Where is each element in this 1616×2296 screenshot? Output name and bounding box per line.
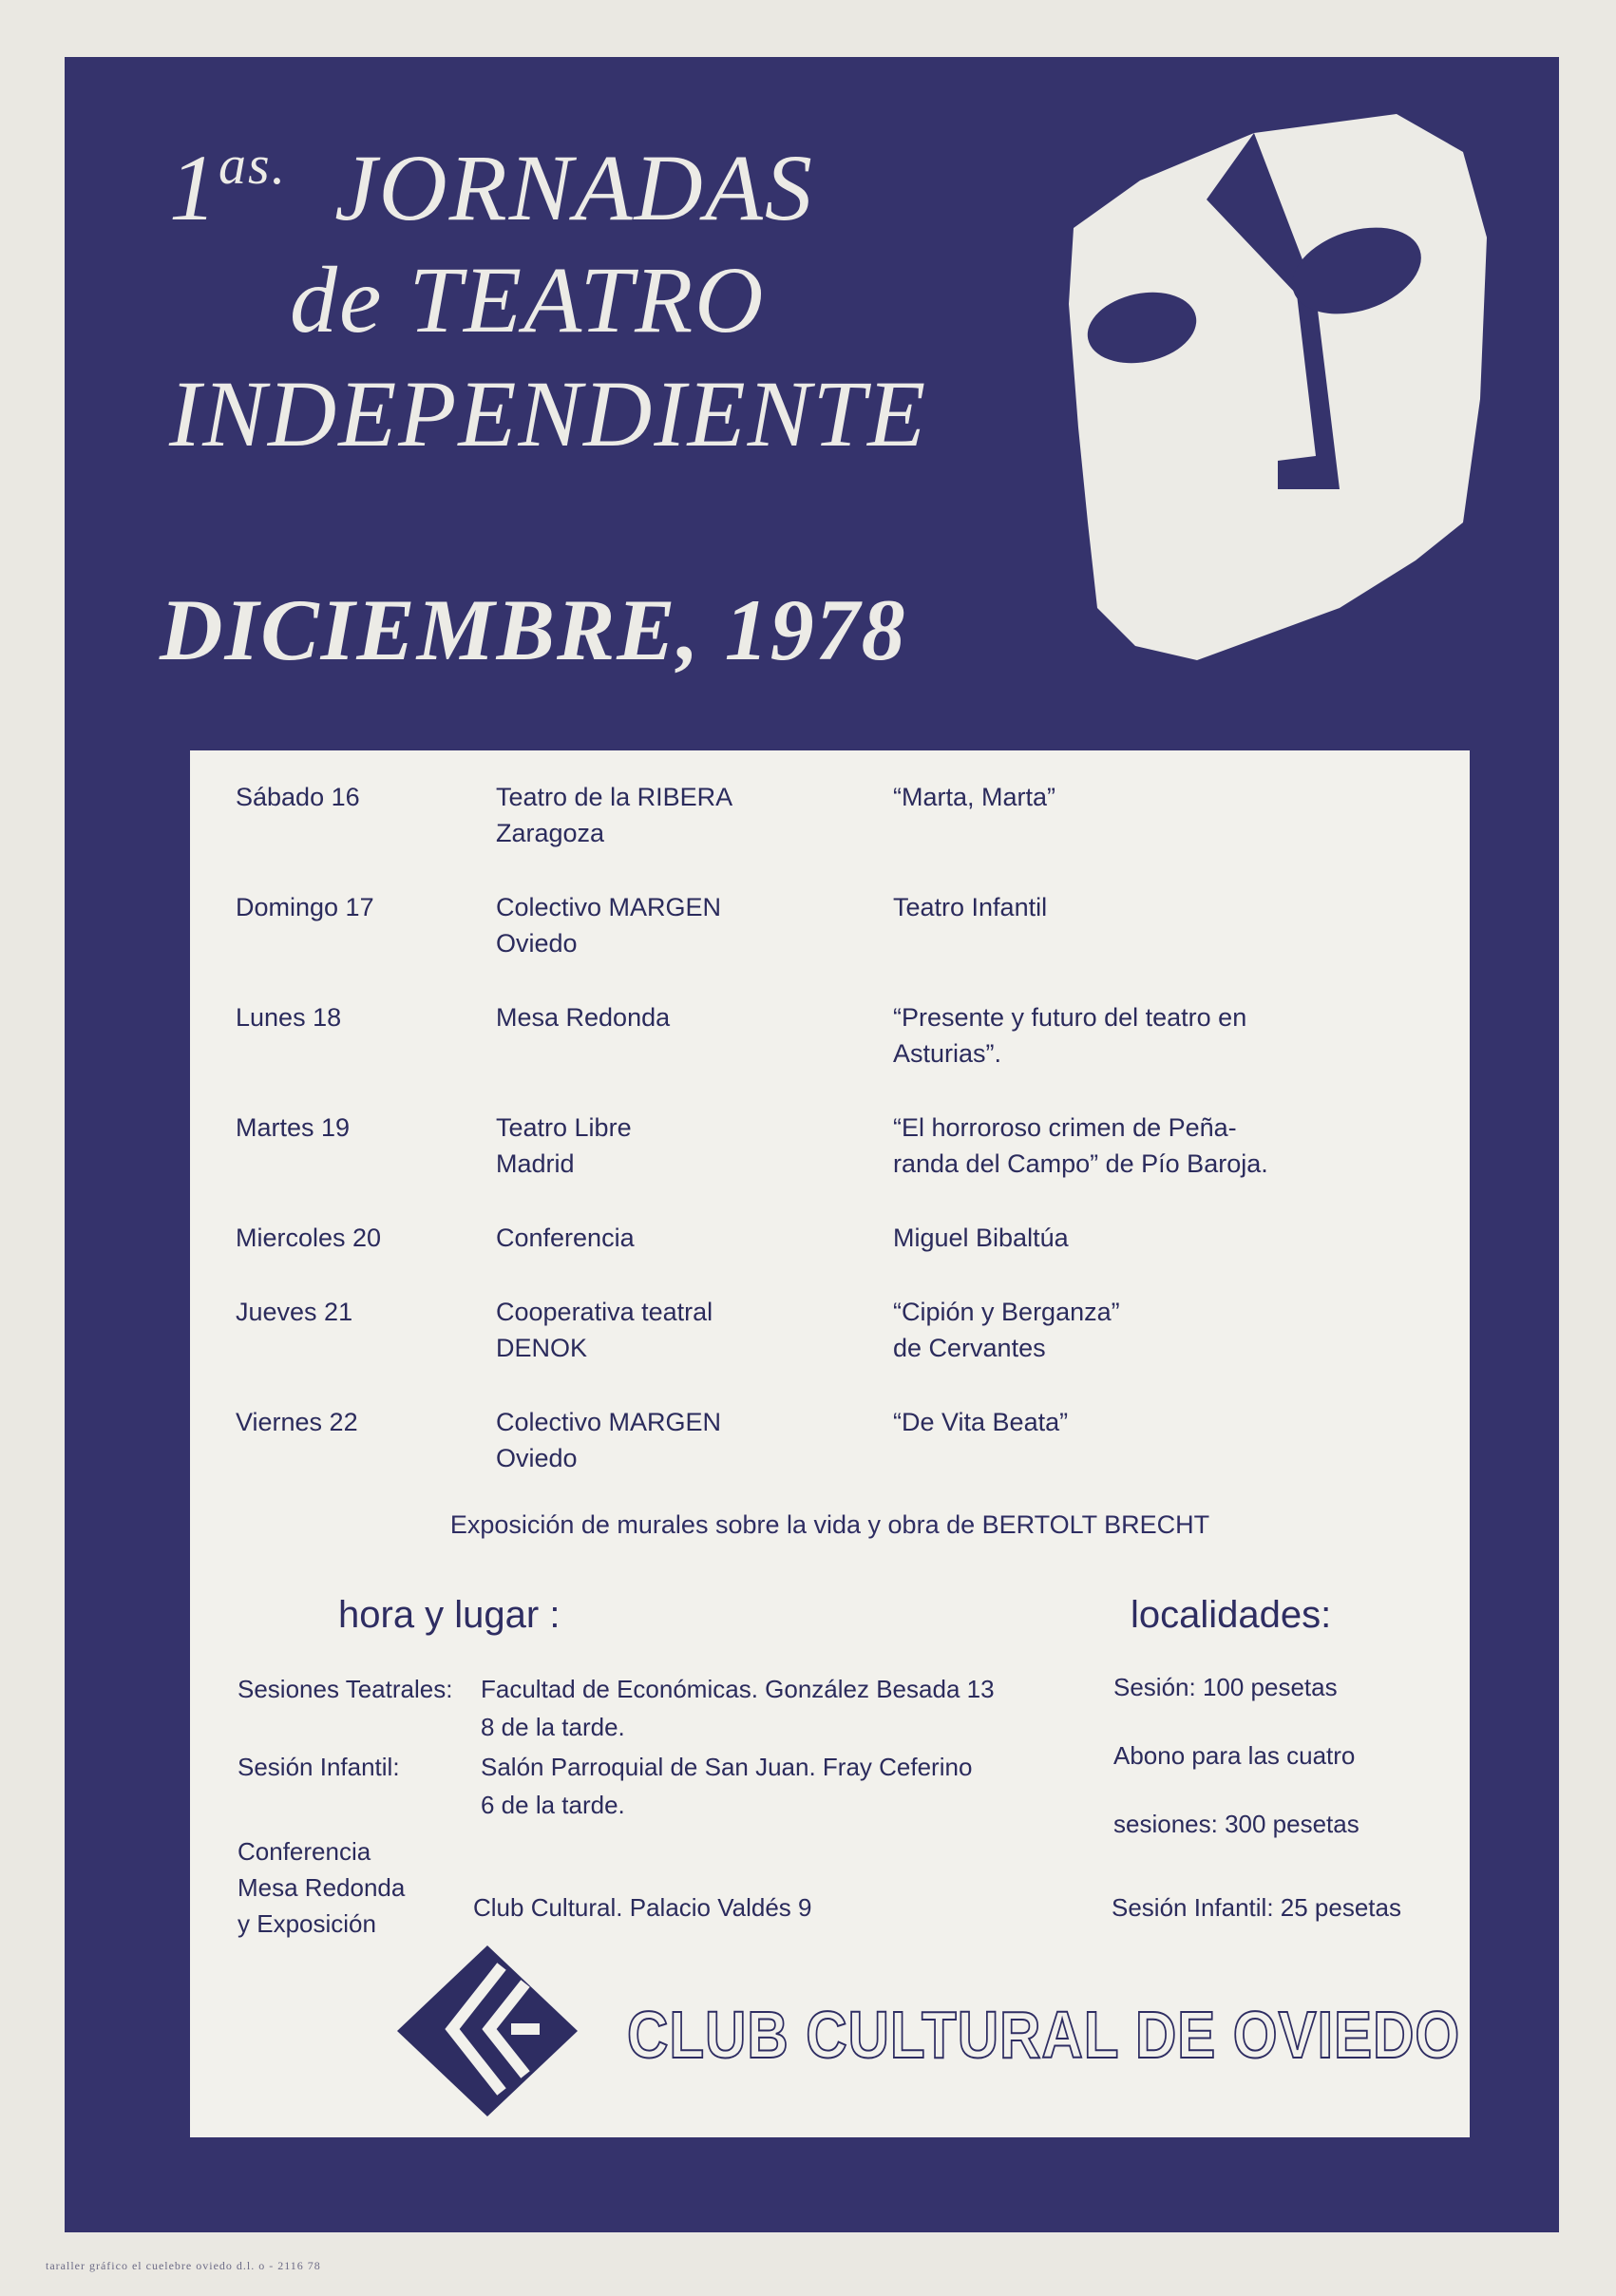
schedule-event: “Marta, Marta” [893,783,1056,811]
venue-place: Salón Parroquial de San Juan. Fray Ceferino 6 de la tarde. [481,1753,973,1819]
ticket-price: Sesión Infantil: 25 pesetas [1112,1893,1401,1922]
schedule-group: Colectivo MARGEN Oviedo [496,1408,722,1472]
tickets-heading: localidades: [1131,1594,1332,1636]
schedule-day: Lunes 18 [236,1003,342,1032]
title-line-1: $1^{as.}$ JORNADAS [169,134,814,240]
schedule-day: Miercoles 20 [236,1224,382,1252]
printer-imprint: taraller gráfico el cuelebre oviedo d.l. o - 2116 78 [46,2259,321,2272]
ticket-price: sesiones: 300 pesetas [1113,1810,1359,1838]
schedule-group: Cooperativa teatral DENOK [496,1298,713,1362]
schedule-day: Martes 19 [236,1113,351,1142]
ticket-price: Abono para las cuatro [1113,1741,1356,1770]
ordinal-suffix: as. [219,134,288,196]
club-venue-place: Club Cultural. Palacio Valdés 9 [473,1893,812,1922]
schedule-event: “Cipión y Berganza” de Cervantes [893,1298,1120,1362]
schedule-event: Teatro Infantil [893,893,1048,921]
schedule-day: Jueves 21 [236,1298,353,1326]
venue-label: Sesiones Teatrales: [238,1675,453,1703]
schedule-group: Teatro Libre Madrid [496,1113,632,1178]
schedule-event: “El horroroso crimen de Peña- randa del Campo” de Pío Baroja. [893,1113,1268,1178]
schedule-group: Conferencia [496,1224,635,1252]
club-logo-icon [397,1945,578,2116]
venues-heading: hora y lugar : [338,1594,561,1636]
event-date: DICIEMBRE, 1978 [160,581,907,678]
ticket-price: Sesión: 100 pesetas [1113,1673,1338,1701]
schedule-group: Teatro de la RIBERA Zaragoza [496,783,733,847]
schedule-group: Mesa Redonda [496,1003,671,1032]
program-panel [190,750,1470,2137]
schedule-day: Viernes 22 [236,1408,358,1436]
schedule-event: Miguel Bibaltúa [893,1224,1069,1252]
title-line-3: INDEPENDIENTE [169,361,928,466]
title-line-2: de TEATRO [290,247,766,352]
theatre-mask-icon [1055,114,1501,703]
venue-label: Sesión Infantil: [238,1753,400,1781]
schedule-event: “Presente y futuro del teatro en Asturias”. [893,1003,1247,1068]
schedule-event: “De Vita Beata” [893,1408,1069,1436]
venue-place: Facultad de Económicas. González Besada 13 8 de la tarde. [481,1675,995,1741]
schedule-day: Sábado 16 [236,783,360,811]
club-venue-label: Conferencia Mesa Redonda y Exposición [238,1837,406,1938]
organizer-name: CLUB CULTURAL DE OVIEDO [627,1998,1461,2072]
schedule-day: Domingo 17 [236,893,374,921]
schedule-group: Colectivo MARGEN Oviedo [496,893,722,958]
exposition-note: Exposición de murales sobre la vida y obra de BERTOLT BRECHT [449,1510,1210,1539]
